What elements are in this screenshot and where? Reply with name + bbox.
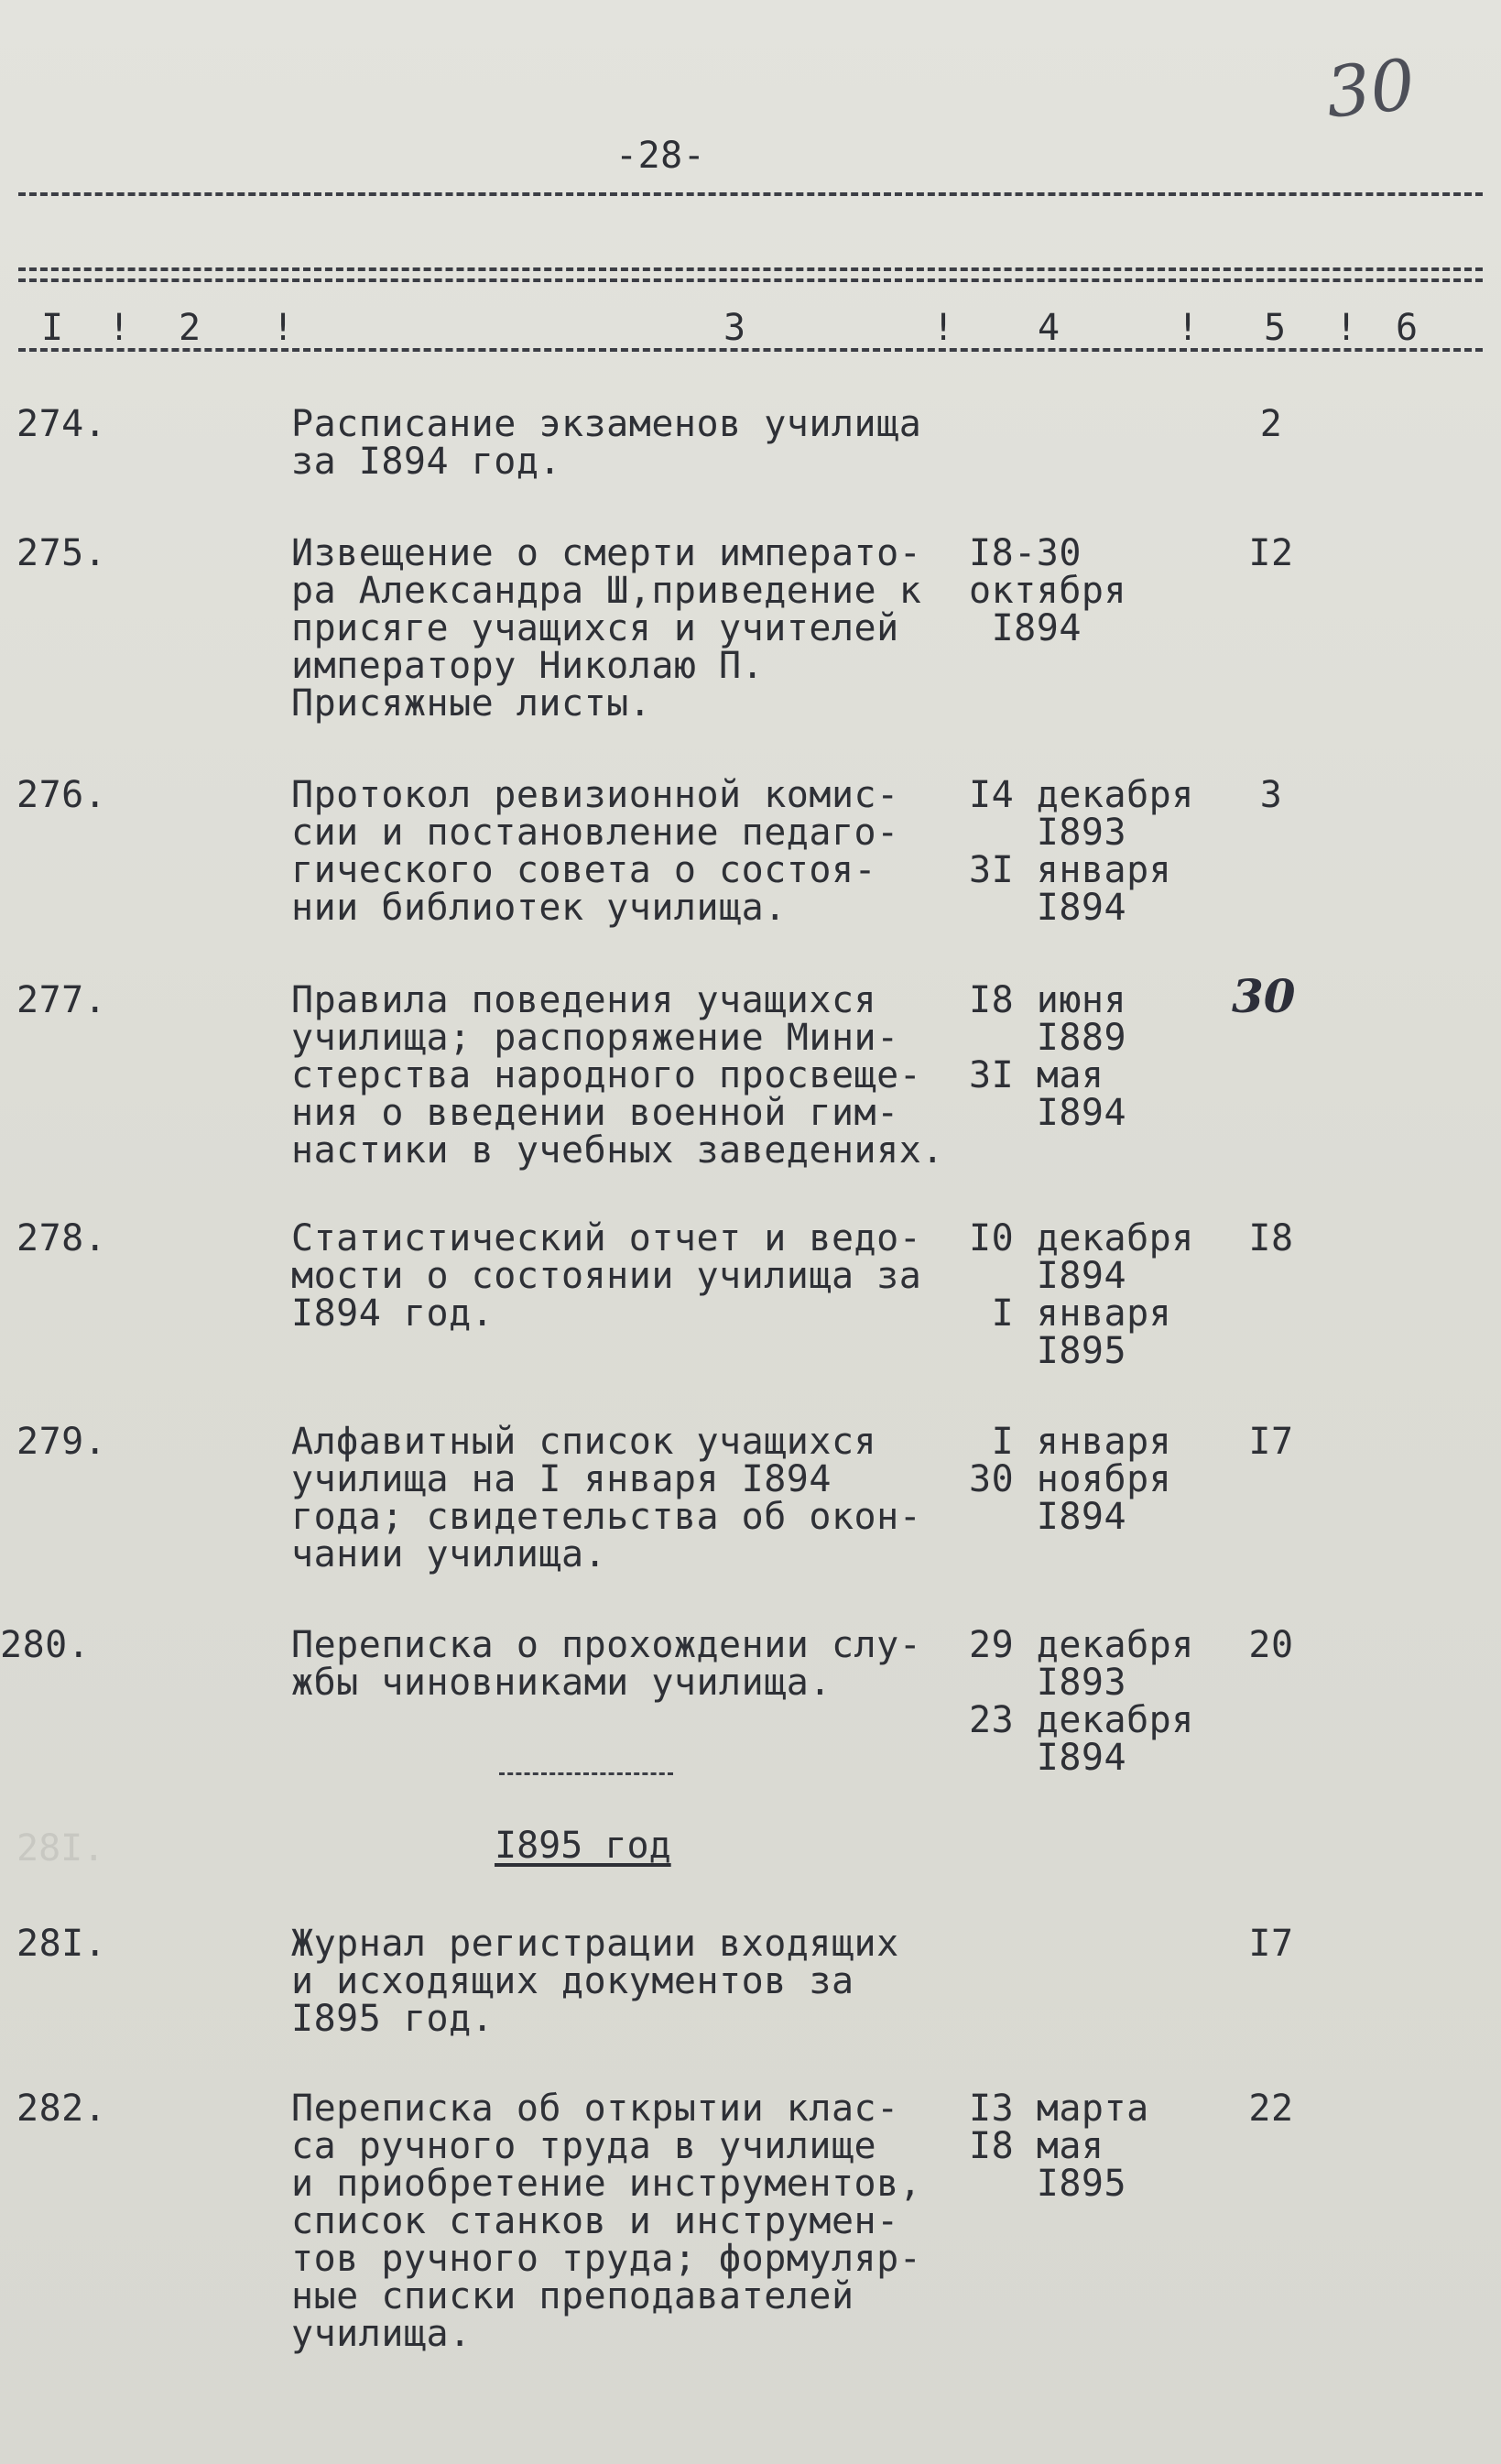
entry-number: 282. [16, 2088, 107, 2130]
entry-dates: I0 декабря I894 I января I895 [969, 1217, 1194, 1372]
entry-description: Расписание экзаменов училища за I894 год. [291, 403, 922, 483]
col-header-2: 2 [179, 307, 201, 349]
folio-number: 30 [1322, 43, 1419, 134]
col-header-5: 5 [1264, 307, 1287, 349]
entry-number: 280. [0, 1624, 91, 1666]
entry-number: 279. [16, 1421, 107, 1463]
entry-dates: 29 декабря I893 23 декабря I894 [969, 1624, 1194, 1779]
col-sep: ! [932, 307, 955, 349]
col-header-1: I [41, 307, 64, 349]
entry-dates: I3 марта I8 мая I895 [969, 2088, 1149, 2205]
entry-sheets: 20 [1248, 1624, 1294, 1666]
divider-header-2 [18, 278, 1483, 282]
handwritten-sheet-count: 30 [1232, 969, 1296, 1023]
col-header-3: 3 [723, 307, 746, 349]
entry-sheets: 22 [1248, 2088, 1294, 2130]
page-number: -28- [615, 135, 706, 177]
divider-top [18, 192, 1483, 196]
entry-number: 275. [16, 532, 107, 574]
entry-description: Журнал регистрации входящих и исходящих документов за I895 год. [291, 1923, 899, 2040]
entry-dates: I января 30 ноября I894 [969, 1421, 1172, 1538]
entry-dates: I8 июня I889 3I мая I894 [969, 979, 1127, 1134]
entry-sheets: I8 [1248, 1217, 1294, 1259]
entry-sheets: 2 [1259, 403, 1283, 445]
entry-number: 277. [16, 979, 107, 1021]
col-sep: ! [272, 307, 295, 349]
section-heading: I895 год [495, 1825, 671, 1867]
entry-sheets: I7 [1248, 1923, 1294, 1965]
entry-dates: I4 декабря I893 3I января I894 [969, 774, 1194, 929]
col-header-6: 6 [1396, 307, 1419, 349]
entry-number: 278. [16, 1217, 107, 1259]
col-header-4: 4 [1038, 307, 1060, 349]
entry-sheets: I7 [1248, 1421, 1294, 1463]
entry-description: Извещение о смерти императо- ра Александра Ш,приведение к присяге учащихся и учителей императору Николаю П. Присяжные листы. [291, 532, 922, 725]
section-separator [499, 1772, 673, 1775]
entry-description: Переписка об открытии клас- са ручного труда в училище и приобретение инструментов, список станков и инструмен- тов ручного труда; формуляр- ные списки преподавателей училища. [291, 2088, 922, 2355]
entry-sheets: 3 [1259, 774, 1283, 816]
entry-dates: I8-30 октября I894 [969, 532, 1127, 649]
entry-number: 276. [16, 774, 107, 816]
divider-header-1 [18, 267, 1483, 271]
col-sep: ! [108, 307, 131, 349]
entry-description: Протокол ревизионной комис- сии и постановление педаго- гического совета о состоя- нии библиотек училища. [291, 774, 899, 929]
col-sep: ! [1335, 307, 1358, 349]
entry-sheets: I2 [1248, 532, 1294, 574]
faded-mark: 28I. [16, 1827, 105, 1870]
entry-description: Статистический отчет и ведо- мости о состоянии училища за I894 год. [291, 1217, 922, 1335]
divider-header-bottom [18, 348, 1483, 352]
col-sep: ! [1177, 307, 1200, 349]
entry-number: 274. [16, 403, 107, 445]
entry-description: Переписка о прохождении слу- жбы чиновниками училища. [291, 1624, 922, 1704]
entry-description: Правила поведения учащихся училища; распоряжение Мини- стерства народного просвеще- ния о введении военной гим- настики в учебных заведениях. [291, 979, 944, 1172]
entry-description: Алфавитный список учащихся училища на I января I894 года; свидетельства об окон- чании училища. [291, 1421, 922, 1575]
entry-number: 28I. [16, 1923, 107, 1965]
